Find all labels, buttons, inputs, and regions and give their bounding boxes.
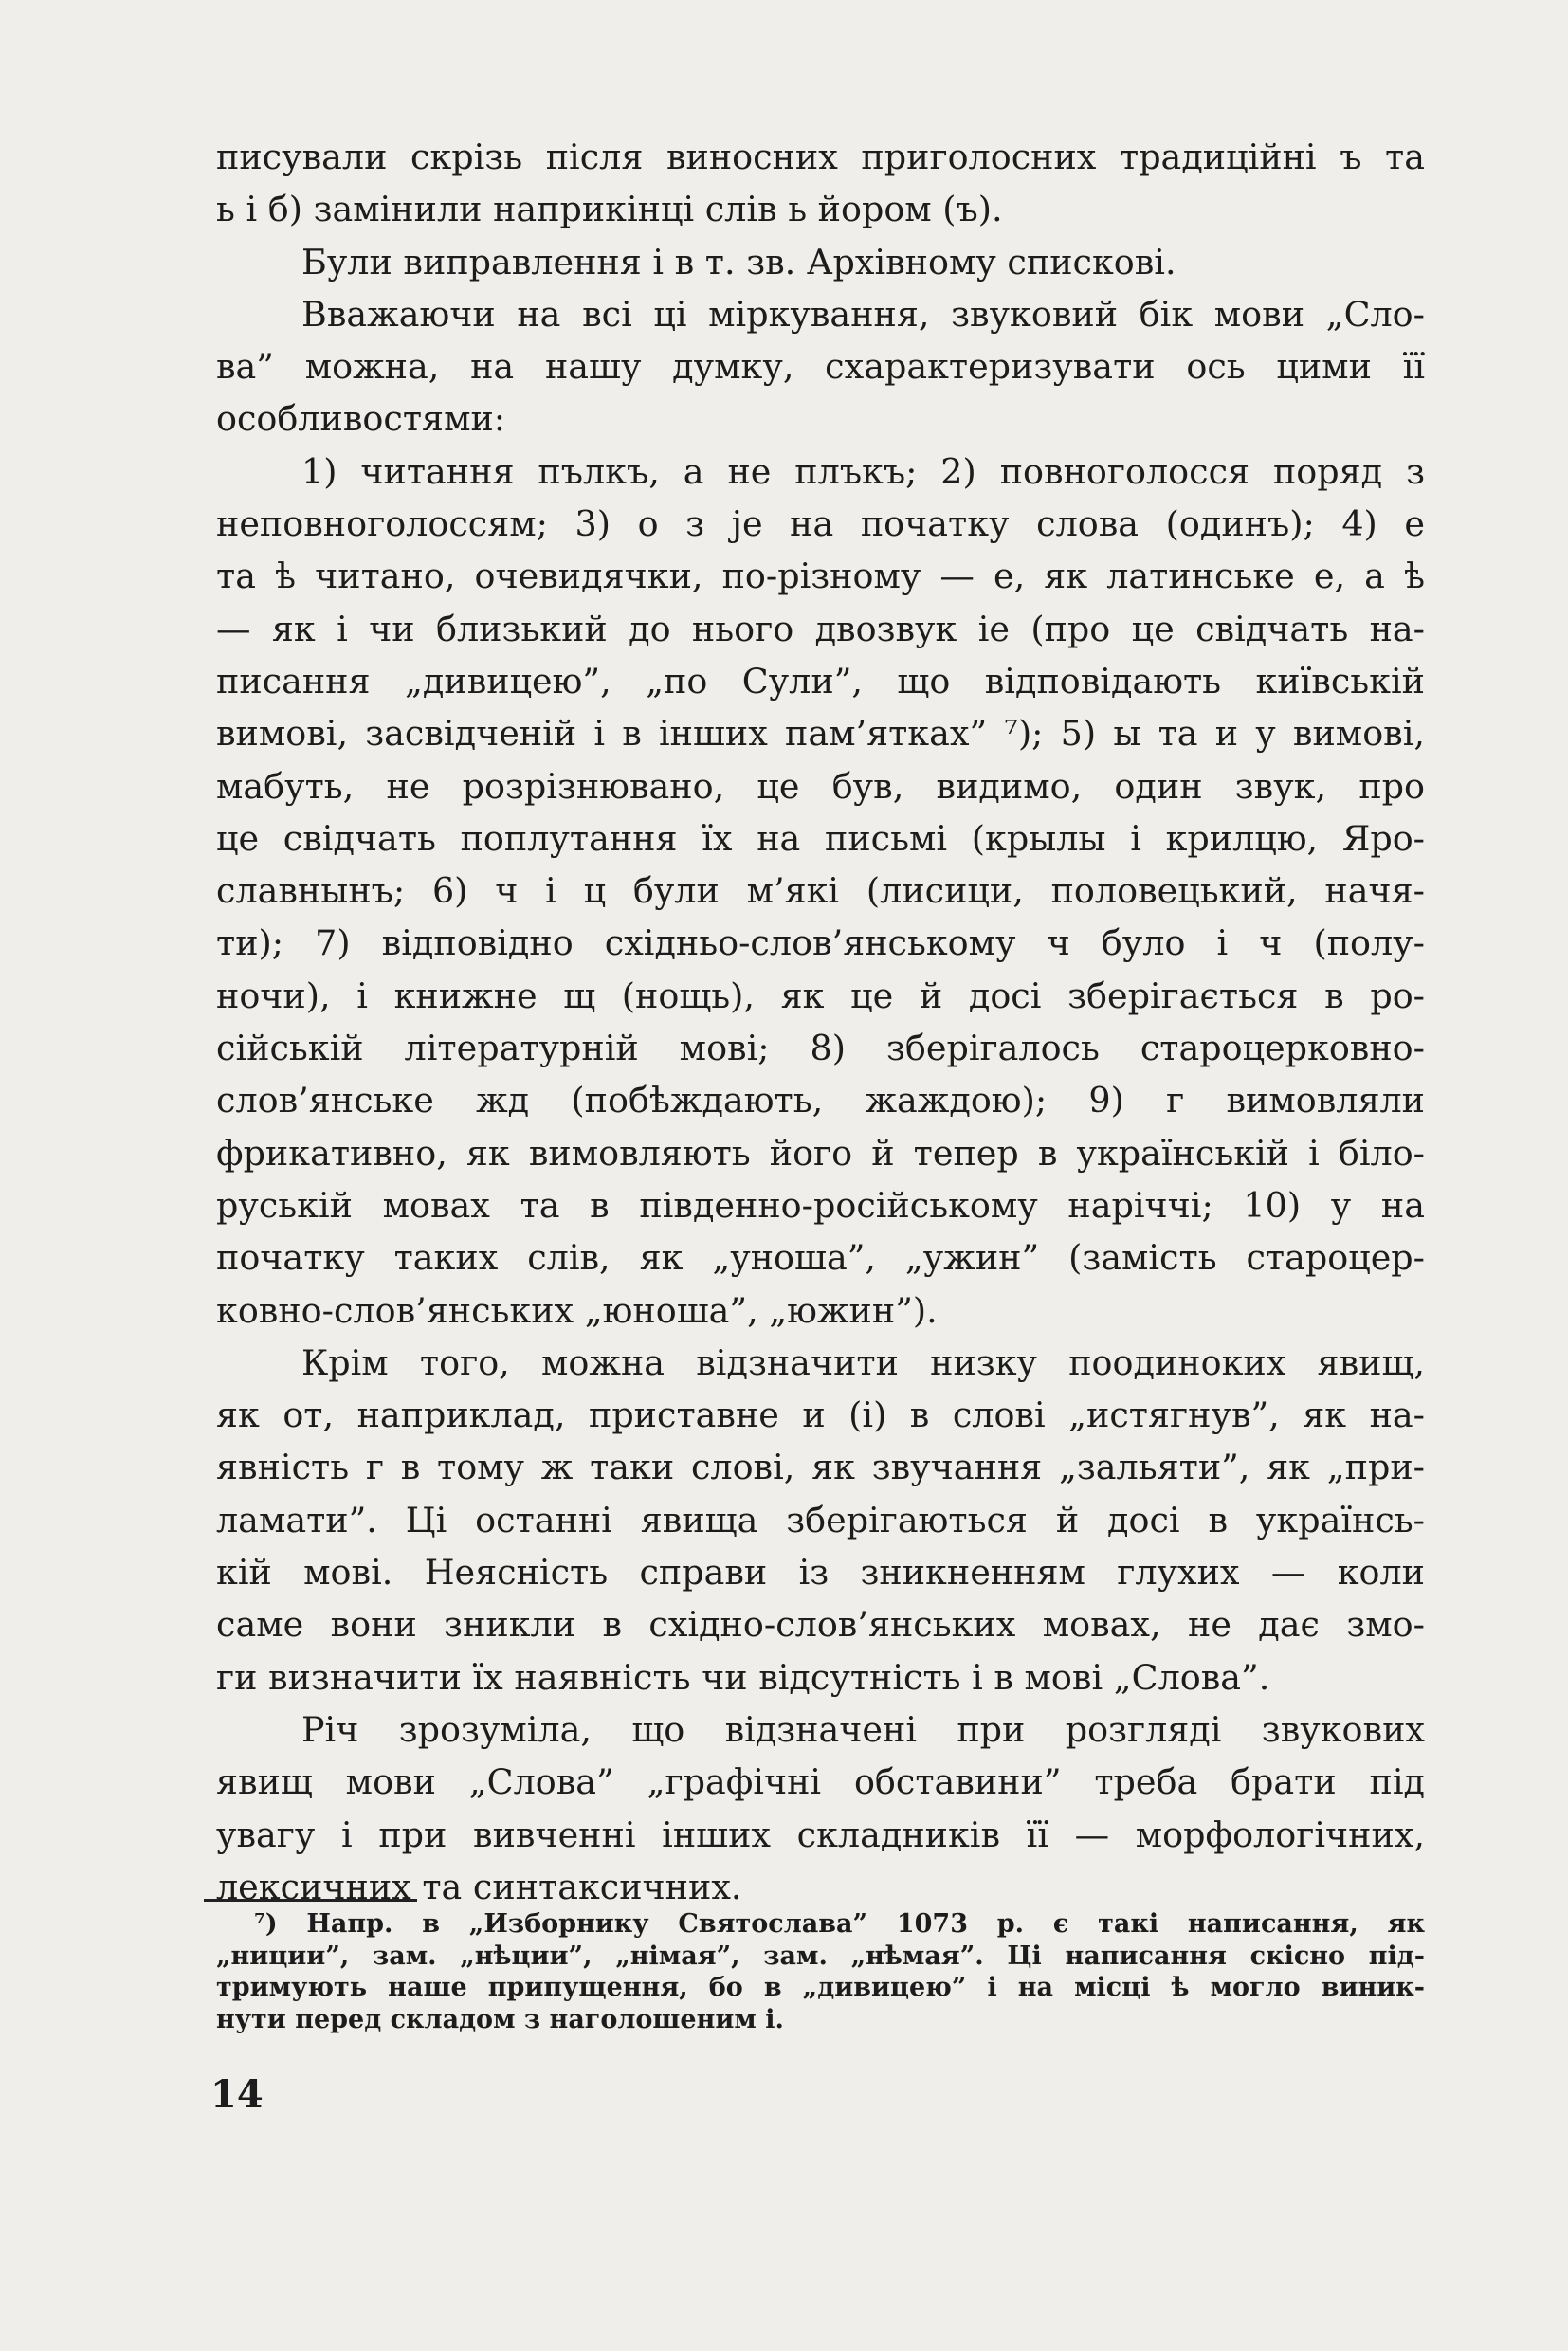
page-number: 14	[210, 2072, 264, 2117]
text-line: Були виправлення і в т. зв. Архівному спискові.	[301, 241, 1176, 282]
text-line: неповноголоссям; 3) о з је на початку слова (одинъ); 4) е	[216, 503, 1425, 545]
text-line: славнынъ; 6) ч і ц були м’які (лисици, половецький, начя-	[216, 870, 1425, 912]
text-line: 1) читання пълкъ, а не плъкъ; 2) повноголосся поряд з	[301, 450, 1425, 492]
footnote-divider	[204, 1899, 417, 1902]
body-text	[216, 131, 1425, 1913]
text-line: ковно-слов’янських „юноша”, „южин”).	[216, 1289, 938, 1331]
text-line: початку таких слів, як „уноша”, „ужин” (замість староцер-	[216, 1237, 1425, 1279]
text-line: увагу і при вивченні інших складників її — морфологічних,	[216, 1813, 1425, 1855]
text-line: руській мовах та в південно-російському наріччі; 10) у на	[216, 1184, 1425, 1226]
footnote-line: „ниции”, зам. „нѣции”, „нiмая”, зам. „нѣмая”. Ці написання скісно під-	[216, 1941, 1425, 1971]
text-line: явність г в тому ж таки слові, як звучання „зальяти”, як „при-	[216, 1447, 1425, 1488]
text-line: явищ мови „Слова” „графічні обставини” треба брати під	[216, 1761, 1425, 1803]
text-line: мабуть, не розрізнювано, це був, видимо, один звук, про	[216, 765, 1425, 807]
text-line: лексичних та синтаксичних.	[216, 1866, 742, 1907]
text-line: вимові, засвідченій і в інших пам’ятках” ⁷); 5) ы та и у вимові,	[216, 713, 1425, 755]
text-line: писували скрізь після виносних приголосних традиційні ъ та	[216, 137, 1425, 177]
text-line: кій мові. Неясність справи із зникненням глухих — коли	[216, 1552, 1425, 1594]
text-line: Крім того, можна відзначити низку поодиноких явищ,	[301, 1341, 1425, 1383]
footnote-line: тримують наше припущення, бо в „дивицею” і на місці ѣ могло виник-	[216, 1973, 1425, 2002]
text-line: Річ зрозуміла, що відзначені при розгляді звукових	[301, 1708, 1425, 1750]
text-line: ги визначити їх наявність чи відсутність і в мові „Слова”.	[216, 1656, 1270, 1698]
text-line: слов’янське жд (побѣждають, жаждою); 9) г вимовляли	[216, 1080, 1425, 1121]
text-line: особливостями:	[216, 398, 506, 440]
footnote	[216, 1908, 1425, 2035]
footnote-line: ⁷) Напр. в „Изборнику Святослава” 1073 р. є такі написання, як	[254, 1909, 1425, 1939]
text-line: фрикативно, як вимовляють його й тепер в українській і біло-	[216, 1132, 1425, 1174]
text-line: ва” можна, на нашу думку, схарактеризувати ось цими її	[216, 346, 1425, 388]
footnote-line: нути перед складом з наголошеним і.	[216, 2004, 784, 2034]
text-line: та ѣ читано, очевидячки, по-різному — е, як латинське е, а ѣ	[216, 556, 1425, 597]
text-line: — як і чи близький до нього двозвук іе (про це свідчать на-	[216, 608, 1425, 649]
text-line: саме вони зникли в східно-слов’янських мовах, не дає змо-	[216, 1604, 1425, 1646]
text-line: писання „дивицею”, „по Сули”, що відповідають київській	[216, 660, 1425, 702]
text-line: Вважаючи на всі ці міркування, звуковий бік мови „Сло-	[301, 293, 1425, 335]
text-line: це свідчать поплутання їх на письмі (крылы і крилцю, Яро-	[216, 817, 1425, 859]
text-line: ь і б) замінили наприкінці слів ь йором (ъ).	[216, 189, 1003, 230]
text-line: ламати”. Ці останні явища зберігаються й досі в українсь-	[216, 1499, 1425, 1540]
text-line: ночи), і книжне щ (нощь), як це й досі зберігається в ро-	[216, 975, 1425, 1016]
text-line: як от, наприклад, приставне и (і) в слові „истягнув”, як на-	[216, 1394, 1425, 1436]
text-line: сійській літературній мові; 8) зберігалось староцерковно-	[216, 1028, 1425, 1069]
text-line: ти); 7) відповідно східньо-слов’янському ч було і ч (полу-	[216, 922, 1425, 964]
